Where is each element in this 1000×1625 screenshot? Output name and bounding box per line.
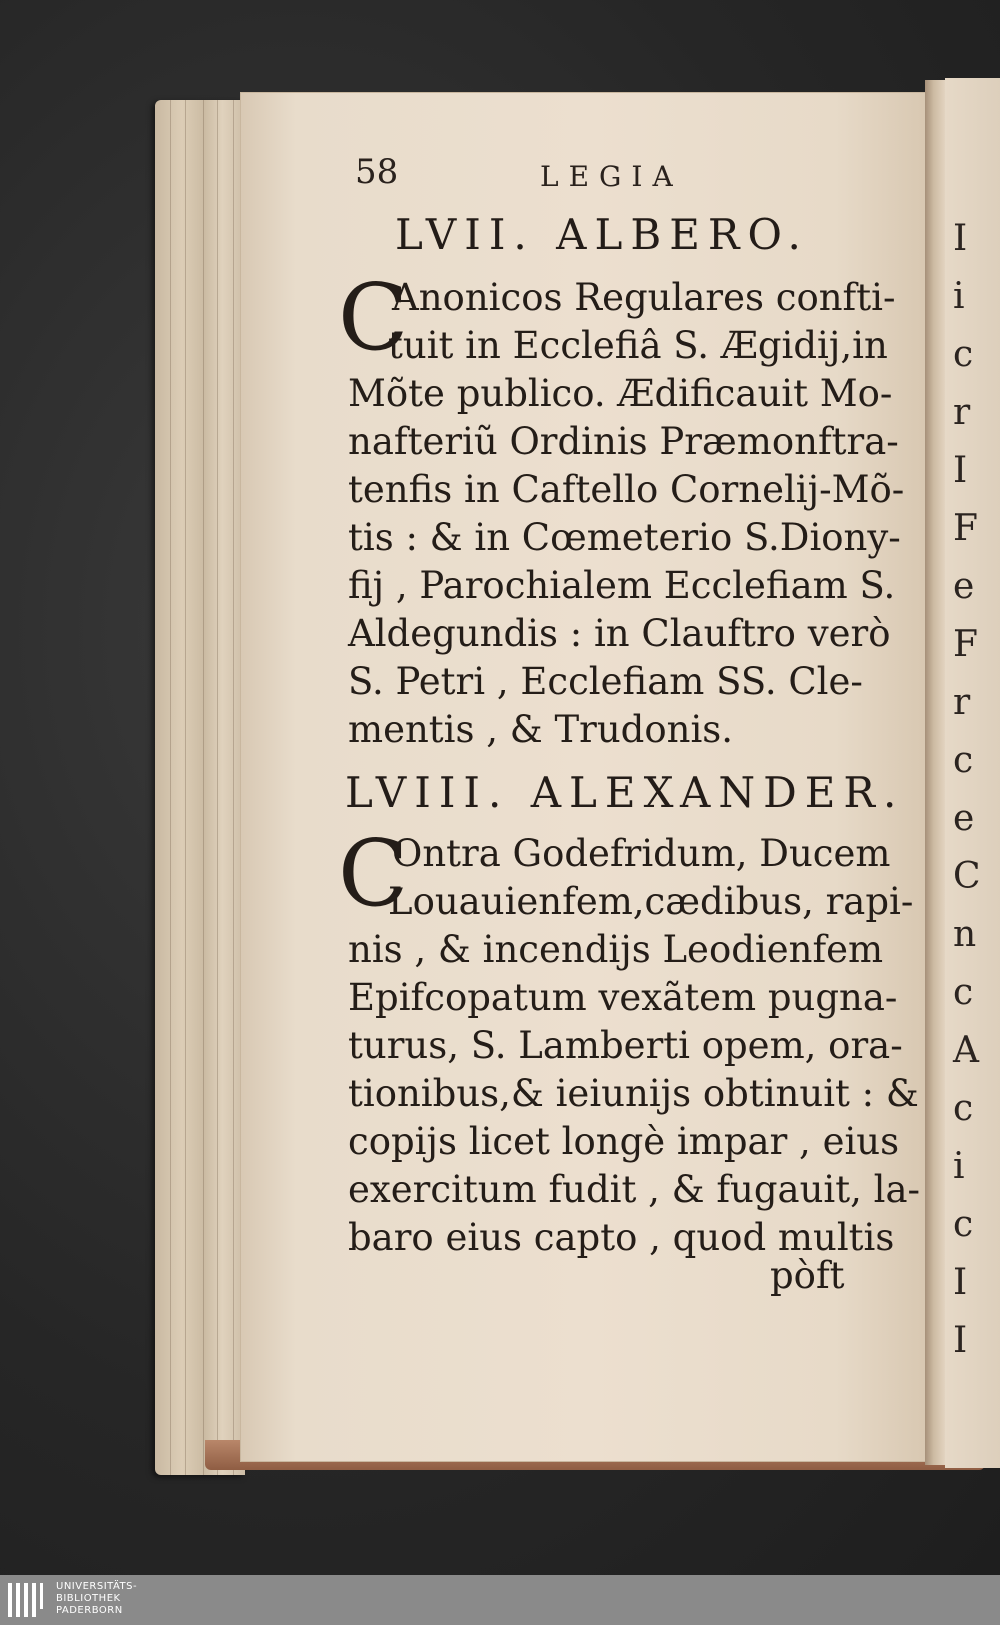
edge-letter: I — [953, 1320, 968, 1361]
text-line: exercitum fudit , & fugauit, la- — [348, 1168, 921, 1211]
text-line: tionibus,& ieiunijs obtinuit : & — [348, 1072, 919, 1115]
section-heading-alexander: LVIII. ALEXANDER. — [345, 768, 905, 817]
edge-letter: i — [953, 1146, 965, 1187]
edge-letter: C — [953, 856, 981, 897]
edge-letter: r — [953, 682, 971, 723]
edge-letter: c — [953, 740, 974, 781]
edge-letter: n — [953, 914, 977, 955]
library-name-line: BIBLIOTHEK — [56, 1593, 121, 1604]
text-line: Aldegundis : in Clauftro verò — [348, 612, 891, 655]
edge-letter: e — [953, 566, 975, 607]
edge-letter: c — [953, 1088, 974, 1129]
page-number: 58 — [355, 152, 399, 192]
text-line: turus, S. Lamberti opem, ora- — [348, 1024, 903, 1067]
text-line: Anonicos Regulares confti- — [392, 276, 896, 319]
dropcap: C — [338, 820, 409, 927]
text-line: mentis , & Trudonis. — [348, 708, 734, 751]
edge-letter: i — [953, 276, 965, 317]
text-line: S. Petri , Ecclefiam SS. Cle- — [348, 660, 863, 703]
book-gutter — [925, 80, 947, 1465]
right-page-edge — [945, 78, 1000, 1468]
library-footer — [0, 1575, 1000, 1625]
text-line: Louauienfem,cædibus, rapi- — [388, 880, 914, 923]
text-line: copijs licet longè impar , eius — [348, 1120, 900, 1163]
text-line: Epifcopatum vexãtem pugna- — [348, 976, 898, 1019]
text-line: fij , Parochialem Ecclefiam S. — [348, 564, 896, 607]
text-line: tuit in Ecclefiâ S. Ægidij,in — [388, 324, 888, 367]
library-logo-icon — [8, 1583, 50, 1617]
library-name-line: PADERBORN — [56, 1605, 123, 1616]
section-heading-albero: LVII. ALBERO. — [395, 210, 809, 259]
edge-letter: c — [953, 972, 974, 1013]
text-line: baro eius capto , quod multis — [348, 1216, 895, 1259]
edge-letter: c — [953, 1204, 974, 1245]
text-line: Mõte publico. Ædificauit Mo- — [348, 372, 893, 415]
text-line: nafteriũ Ordinis Præmonftra- — [348, 420, 899, 463]
edge-letter: A — [953, 1030, 979, 1071]
edge-letter: F — [953, 624, 978, 665]
running-head: LEGIA — [540, 160, 683, 193]
text-line: nis , & incendijs Leodienfem — [348, 928, 884, 971]
edge-letter: I — [953, 1262, 968, 1303]
library-name — [56, 1581, 137, 1617]
text-line: Ontra Godefridum, Ducem — [392, 832, 891, 875]
edge-letter: r — [953, 392, 971, 433]
text-line: tenfis in Caftello Cornelij-Mõ- — [348, 468, 905, 511]
dropcap: C — [338, 264, 409, 371]
edge-letter: I — [953, 218, 968, 259]
edge-letter: F — [953, 508, 978, 549]
edge-letter: I — [953, 450, 968, 491]
catchword: pòft — [770, 1254, 845, 1297]
edge-letter: c — [953, 334, 974, 375]
text-line: tis : & in Cœmeterio S.Diony- — [348, 516, 901, 559]
library-name-line: UNIVERSITÄTS- — [56, 1581, 138, 1592]
edge-letter: e — [953, 798, 975, 839]
page-edges — [155, 100, 245, 1475]
